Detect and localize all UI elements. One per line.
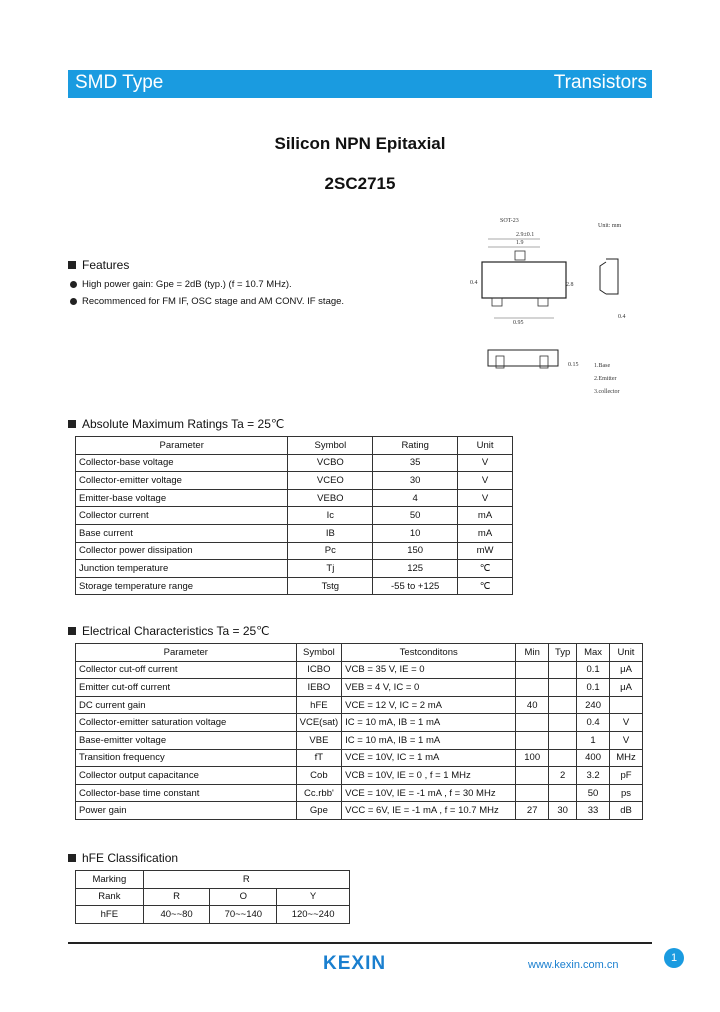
table-cell xyxy=(549,661,577,679)
header-banner xyxy=(68,70,652,98)
table-cell xyxy=(516,784,549,802)
table-cell: Storage temperature range xyxy=(76,577,288,595)
table-cell: V xyxy=(458,454,513,472)
table-cell: 4 xyxy=(373,489,458,507)
elec-heading-text: Electrical Characteristics Ta = 25℃ xyxy=(82,624,270,638)
table-cell: dB xyxy=(610,802,643,820)
table-cell: Cob xyxy=(296,767,342,785)
table-row xyxy=(76,454,513,472)
table-cell: VEB = 4 V, IC = 0 xyxy=(342,679,516,697)
table-cell: VCEO xyxy=(288,472,373,490)
elec-table xyxy=(75,643,643,820)
table-cell: VEBO xyxy=(288,489,373,507)
col-header: Testconditons xyxy=(342,644,516,662)
bullet-square-icon xyxy=(68,420,76,428)
table-row xyxy=(76,784,643,802)
table-cell: Collector-emitter saturation voltage xyxy=(76,714,297,732)
table-cell: Tj xyxy=(288,560,373,578)
table-cell xyxy=(549,679,577,697)
table-cell xyxy=(516,679,549,697)
table-cell: 33 xyxy=(577,802,610,820)
table-cell: 0.1 xyxy=(577,679,610,697)
table-cell: IC = 10 mA, IB = 1 mA xyxy=(342,714,516,732)
col-header: Max xyxy=(577,644,610,662)
table-cell: Base-emitter voltage xyxy=(76,731,297,749)
table-cell: VCB = 35 V, IE = 0 xyxy=(342,661,516,679)
col-header: Typ xyxy=(549,644,577,662)
table-cell: 0.4 xyxy=(577,714,610,732)
hfe-heading xyxy=(68,851,178,865)
table-cell: V xyxy=(458,489,513,507)
table-cell xyxy=(549,696,577,714)
table-cell: mA xyxy=(458,507,513,525)
table-cell: 2 xyxy=(549,767,577,785)
table-row xyxy=(76,888,350,906)
table-row xyxy=(76,507,513,525)
dim-label: 2.8 xyxy=(566,282,574,288)
table-cell: Emitter cut-off current xyxy=(76,679,297,697)
table-cell xyxy=(549,749,577,767)
range-cell: 70~~140 xyxy=(210,906,277,924)
table-row xyxy=(76,871,350,889)
col-header: Min xyxy=(516,644,549,662)
table-row xyxy=(76,489,513,507)
dim-label: 0.4 xyxy=(618,314,626,320)
hfe-table xyxy=(75,870,350,924)
doc-title: Silicon NPN Epitaxial xyxy=(274,134,446,153)
table-row xyxy=(76,577,513,595)
table-cell: MHz xyxy=(610,749,643,767)
table-row xyxy=(76,731,643,749)
table-cell: pF xyxy=(610,767,643,785)
header-right: Transistors xyxy=(553,72,647,93)
table-cell: 100 xyxy=(516,749,549,767)
package-name: SOT-23 xyxy=(500,218,519,224)
table-row xyxy=(76,524,513,542)
pin-3: 3.collector xyxy=(594,389,620,395)
table-cell: -55 to +125 xyxy=(373,577,458,595)
rank-cell: Y xyxy=(277,888,350,906)
table-cell xyxy=(516,661,549,679)
table-cell: 50 xyxy=(373,507,458,525)
table-cell xyxy=(549,784,577,802)
table-cell: ICBO xyxy=(296,661,342,679)
table-cell: 30 xyxy=(549,802,577,820)
features-heading xyxy=(68,258,129,272)
dim-label: 0.15 xyxy=(568,362,579,368)
table-row xyxy=(76,542,513,560)
table-cell: hFE xyxy=(296,696,342,714)
table-cell: Collector cut-off current xyxy=(76,661,297,679)
table-cell: Tstg xyxy=(288,577,373,595)
table-cell: IB xyxy=(288,524,373,542)
table-cell: ps xyxy=(610,784,643,802)
table-cell: Collector-emitter voltage xyxy=(76,472,288,490)
table-cell: DC current gain xyxy=(76,696,297,714)
abs-max-heading-text: Absolute Maximum Ratings Ta = 25℃ xyxy=(82,417,285,431)
table-cell: 400 xyxy=(577,749,610,767)
range-cell: 120~~240 xyxy=(277,906,350,924)
table-cell xyxy=(516,767,549,785)
hfe-heading-text: hFE Classification xyxy=(82,851,179,865)
table-cell: 3.2 xyxy=(577,767,610,785)
rank-label: Rank xyxy=(76,888,144,906)
table-cell: Cc.rbb' xyxy=(296,784,342,802)
rank-cell: R xyxy=(143,888,210,906)
table-cell: 27 xyxy=(516,802,549,820)
feature-item xyxy=(70,279,292,290)
table-row xyxy=(76,767,643,785)
table-cell: VCE = 10V, IC = 1 mA xyxy=(342,749,516,767)
table-cell: V xyxy=(458,472,513,490)
dim-label: 0.95 xyxy=(513,320,524,326)
table-cell: VBE xyxy=(296,731,342,749)
table-cell: 150 xyxy=(373,542,458,560)
table-cell: Junction temperature xyxy=(76,560,288,578)
table-cell: Collector current xyxy=(76,507,288,525)
table-cell: V xyxy=(610,731,643,749)
table-cell: Collector-base time constant xyxy=(76,784,297,802)
table-row xyxy=(76,802,643,820)
table-cell: μA xyxy=(610,661,643,679)
table-cell: 30 xyxy=(373,472,458,490)
table-row xyxy=(76,714,643,732)
table-cell: 0.1 xyxy=(577,661,610,679)
table-header-row xyxy=(76,437,513,455)
table-cell xyxy=(516,731,549,749)
pin-2: 2.Emitter xyxy=(594,376,617,382)
table-cell: VCC = 6V, IE = -1 mA , f = 10.7 MHz xyxy=(342,802,516,820)
package-drawing xyxy=(468,214,628,404)
table-cell: Transition frequency xyxy=(76,749,297,767)
table-cell: Power gain xyxy=(76,802,297,820)
hfe-label: hFE xyxy=(76,906,144,924)
table-cell: Pc xyxy=(288,542,373,560)
abs-max-table xyxy=(75,436,513,595)
footer-url[interactable]: www.kexin.com.cn xyxy=(528,959,619,971)
col-header: Unit xyxy=(610,644,643,662)
table-cell: 50 xyxy=(577,784,610,802)
bullet-dot-icon xyxy=(70,298,77,305)
abs-max-heading xyxy=(68,417,284,431)
table-cell: 10 xyxy=(373,524,458,542)
table-cell: ℃ xyxy=(458,577,513,595)
feature-item xyxy=(70,296,344,307)
table-row xyxy=(76,679,643,697)
page-number: 1 xyxy=(664,948,684,968)
table-cell: Collector-base voltage xyxy=(76,454,288,472)
feature-text: Recommenced for FM IF, OSC stage and AM CONV. IF stage. xyxy=(82,296,345,307)
table-cell: VCB = 10V, IE = 0 , f = 1 MHz xyxy=(342,767,516,785)
table-row xyxy=(76,661,643,679)
table-cell: Emitter-base voltage xyxy=(76,489,288,507)
table-cell: 125 xyxy=(373,560,458,578)
footer-divider xyxy=(68,942,652,944)
table-cell: Base current xyxy=(76,524,288,542)
table-row xyxy=(76,696,643,714)
header-left: SMD Type xyxy=(75,72,164,93)
table-row xyxy=(76,906,350,924)
col-header: Parameter xyxy=(76,644,297,662)
table-cell: 240 xyxy=(577,696,610,714)
table-cell: IEBO xyxy=(296,679,342,697)
table-cell xyxy=(549,714,577,732)
feature-text: High power gain: Gpe = 2dB (typ.) (f = 10.7 MHz). xyxy=(82,279,292,290)
rank-cell: O xyxy=(210,888,277,906)
table-cell: Collector power dissipation xyxy=(76,542,288,560)
table-cell: VCE(sat) xyxy=(296,714,342,732)
table-row xyxy=(76,749,643,767)
table-cell: IC = 10 mA, IB = 1 mA xyxy=(342,731,516,749)
part-number: 2SC2715 xyxy=(324,174,396,193)
table-cell xyxy=(549,731,577,749)
dim-label: 2.9±0.1 xyxy=(516,232,535,238)
pin-1: 1.Base xyxy=(594,363,611,369)
bullet-square-icon xyxy=(68,627,76,635)
bullet-square-icon xyxy=(68,854,76,862)
table-cell: Gpe xyxy=(296,802,342,820)
kexin-logo: KEXIN xyxy=(323,953,387,974)
col-header: Parameter xyxy=(76,437,288,455)
table-cell: mW xyxy=(458,542,513,560)
col-header: Symbol xyxy=(296,644,342,662)
table-cell: VCBO xyxy=(288,454,373,472)
col-header: Unit xyxy=(458,437,513,455)
table-cell xyxy=(610,696,643,714)
package-unit-note: Unit: mm xyxy=(598,223,622,229)
table-row xyxy=(76,560,513,578)
table-cell xyxy=(516,714,549,732)
table-cell: VCE = 12 V, IC = 2 mA xyxy=(342,696,516,714)
table-cell: V xyxy=(610,714,643,732)
range-cell: 40~~80 xyxy=(143,906,210,924)
table-cell: ℃ xyxy=(458,560,513,578)
table-cell: Ic xyxy=(288,507,373,525)
col-header: Symbol xyxy=(288,437,373,455)
table-cell: mA xyxy=(458,524,513,542)
dim-label: 0.4 xyxy=(470,280,478,286)
table-cell: Collector output capacitance xyxy=(76,767,297,785)
table-header-row xyxy=(76,644,643,662)
col-header: Rating xyxy=(373,437,458,455)
table-cell: VCE = 10V, IE = -1 mA , f = 30 MHz xyxy=(342,784,516,802)
dim-label: 1.9 xyxy=(516,240,524,246)
table-cell: 1 xyxy=(577,731,610,749)
table-cell: 35 xyxy=(373,454,458,472)
bullet-dot-icon xyxy=(70,281,77,288)
table-cell: 40 xyxy=(516,696,549,714)
marking-label: Marking xyxy=(76,871,144,889)
marking-value: R xyxy=(143,871,349,889)
table-cell: μA xyxy=(610,679,643,697)
bullet-square-icon xyxy=(68,261,76,269)
elec-heading xyxy=(68,624,270,638)
features-heading-text: Features xyxy=(82,258,130,272)
table-cell: fT xyxy=(296,749,342,767)
table-row xyxy=(76,472,513,490)
